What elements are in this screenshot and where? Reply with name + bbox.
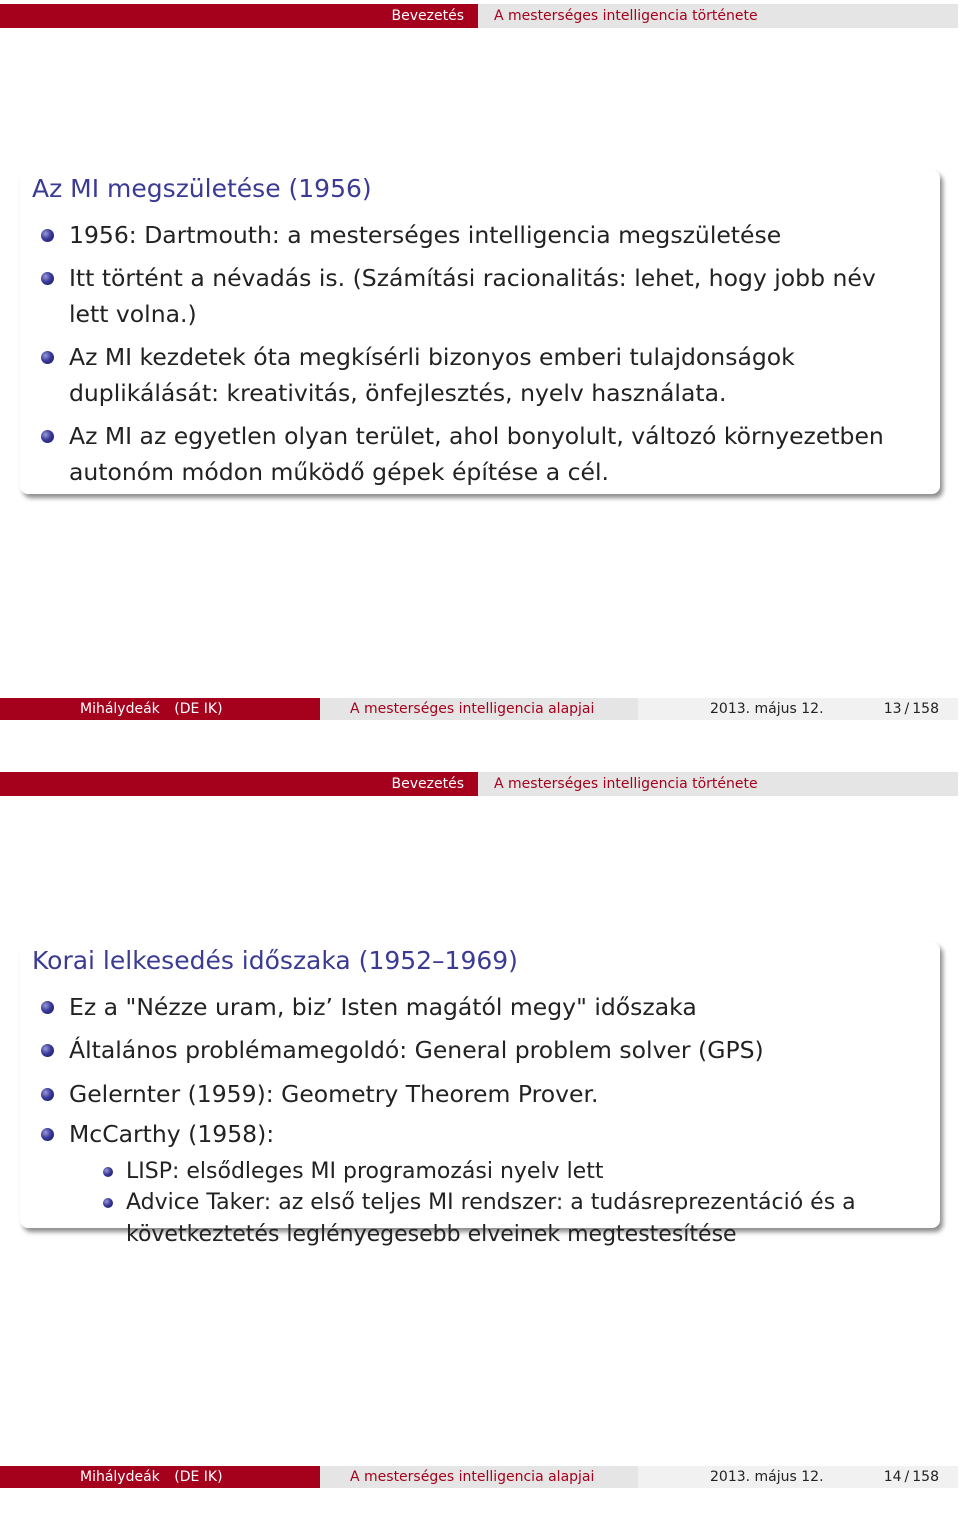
list-item: Általános problémamegoldó: General problem solver (GPS) [69, 1032, 909, 1068]
list-item: Ez a "Nézze uram, biz’ Isten magától megy" időszaka [69, 989, 909, 1025]
list-item: Az MI kezdetek óta megkísérli bizonyos emberi tulajdonságok duplikálását: kreativitás, önfejlesztés, nyelv használata. [69, 339, 909, 411]
list-item: 1956: Dartmouth: a mesterséges intelligencia megszületése [69, 217, 909, 253]
footer-author: Mihálydeák (DE IK) [0, 1466, 320, 1488]
footer-date-page [638, 698, 958, 720]
footer-date: 2013. május 12. [710, 701, 824, 717]
footer-title: A mesterséges intelligencia alapjai [320, 1466, 638, 1488]
sub-bullet-icon [103, 1167, 113, 1177]
list-item: Itt történt a névadás is. (Számítási racionalitás: lehet, hogy jobb név lett volna.) [69, 260, 909, 332]
sub-list-item: LISP: elsődleges MI programozási nyelv lett [126, 1156, 896, 1188]
sub-bullet-icon [103, 1198, 113, 1208]
footer-title: A mesterséges intelligencia alapjai [320, 698, 638, 720]
page-number: 13 / 158 [883, 701, 939, 717]
bullet-icon [41, 272, 54, 285]
bullet-icon [41, 1044, 54, 1057]
slide-14 [0, 768, 960, 1514]
list-item: Gelernter (1959): Geometry Theorem Prover. [69, 1076, 909, 1112]
list-item: McCarthy (1958): [69, 1116, 909, 1152]
header-nav [0, 772, 958, 796]
header-subsection-link[interactable]: A mesterséges intelligencia története [478, 4, 958, 28]
page-number: 14 / 158 [883, 1469, 939, 1485]
footer-bar [0, 698, 958, 720]
bullet-icon [41, 1001, 54, 1014]
slide-13 [0, 0, 960, 746]
header-section-link[interactable]: Bevezetés [0, 4, 478, 28]
footer-date-page [638, 1466, 958, 1488]
bullet-icon [41, 229, 54, 242]
list-item: Az MI az egyetlen olyan terület, ahol bonyolult, változó környezetben autonóm módon működő gépek építése a cél. [69, 418, 909, 490]
header-subsection-link[interactable]: A mesterséges intelligencia története [478, 772, 958, 796]
bullet-icon [41, 1128, 54, 1141]
bullet-icon [41, 430, 54, 443]
footer-date: 2013. május 12. [710, 1469, 824, 1485]
footer-bar [0, 1466, 958, 1488]
header-nav [0, 4, 958, 28]
footer-author: Mihálydeák (DE IK) [0, 698, 320, 720]
header-section-link[interactable]: Bevezetés [0, 772, 478, 796]
block-title: Az MI megszületése (1956) [32, 174, 372, 203]
bullet-icon [41, 1088, 54, 1101]
bullet-icon [41, 351, 54, 364]
sub-list-item: Advice Taker: az első teljes MI rendszer: a tudásreprezentáció és a következtetés leglényegesebb elveinek megtestesítése [126, 1187, 896, 1251]
block-title: Korai lelkesedés időszaka (1952–1969) [32, 946, 518, 975]
